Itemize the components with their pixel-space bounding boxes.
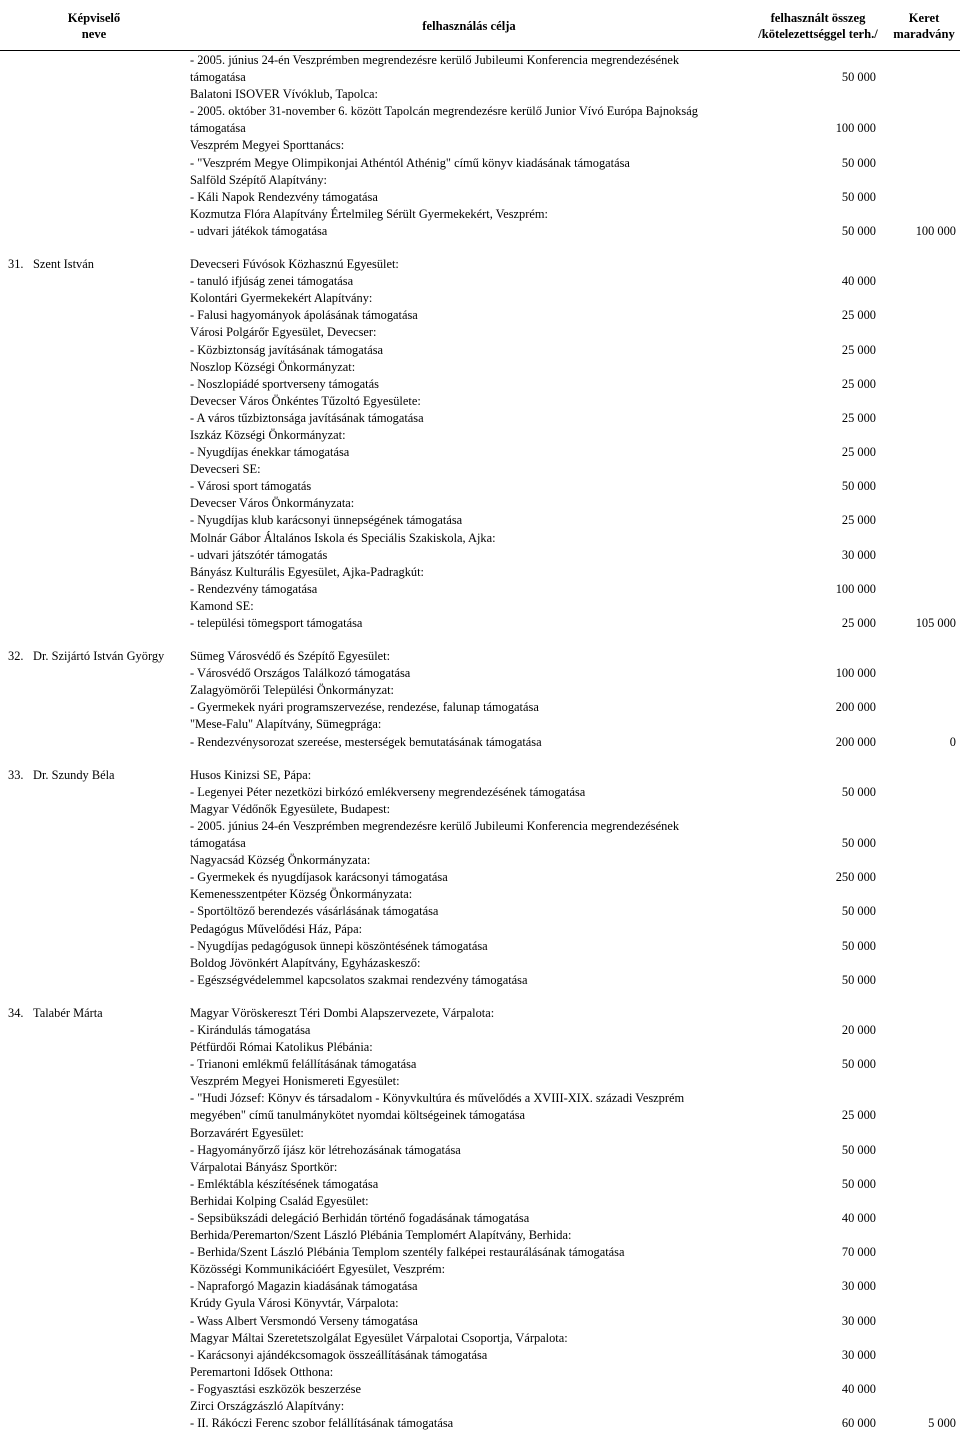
table-row (0, 273, 960, 290)
used-amount: 30 000 (841, 1347, 876, 1362)
usage-purpose: Sümeg Városvédő és Szépítő Egyesület: (190, 649, 391, 664)
used-amount: 50 000 (841, 1057, 876, 1072)
usage-purpose: - Legenyei Péter nezetközi birkózó emlékverseny megrendezésének támogatása (190, 784, 586, 799)
table-row (0, 1278, 960, 1295)
usage-purpose: Pétfürdői Római Katolikus Plébánia: (190, 1040, 373, 1055)
usage-purpose: - udvari játékok támogatása (190, 223, 328, 238)
usage-purpose: Veszprém Megyei Honismereti Egyesület: (190, 1074, 400, 1089)
table-row (0, 547, 960, 564)
usage-purpose: - Gyermekek nyári programszervezése, rendezése, falunap támogatása (190, 700, 539, 715)
header-keret-line2: maradvány (893, 27, 955, 41)
table-row (0, 530, 960, 547)
usage-purpose: Közösségi Kommunikációért Egyesület, Veszprém: (190, 1262, 446, 1277)
table-row (0, 564, 960, 581)
table-row (0, 886, 960, 903)
table-row (0, 69, 960, 86)
usage-purpose: - A város tűzbiztonsága javításának támogatása (190, 410, 424, 425)
table-row (0, 1073, 960, 1090)
usage-purpose: Molnár Gábor Általános Iskola és Speciális Szakiskola, Ajka: (190, 530, 496, 545)
representative-number: 33. (8, 767, 24, 782)
usage-purpose: - Karácsonyi ajándékcsomagok összeállításának támogatása (190, 1347, 488, 1362)
used-amount: 50 000 (841, 155, 876, 170)
representative-name: Szent István (33, 257, 94, 272)
table-row (0, 427, 960, 444)
usage-purpose: Devecseri Fúvósok Közhasznú Egyesület: (190, 257, 399, 272)
table-row (0, 256, 960, 273)
usage-purpose: megyében" című tanulmánykötet nyomdai költségeinek támogatása (190, 1108, 526, 1123)
usage-purpose: Husos Kinizsi SE, Pápa: (190, 767, 312, 782)
usage-purpose: Iszkáz Községi Önkormányzat: (190, 427, 346, 442)
representative-number: 32. (8, 649, 24, 664)
representative-name: Dr. Szundy Béla (33, 767, 115, 782)
used-amount: 30 000 (841, 1313, 876, 1328)
table-row (0, 1415, 960, 1432)
header-keret-line1: Keret (908, 11, 940, 25)
usage-purpose: Bányász Kulturális Egyesület, Ajka-Padragkút: (190, 564, 424, 579)
table-row (0, 818, 960, 835)
used-amount: 30 000 (841, 1279, 876, 1294)
table-row (0, 1330, 960, 1347)
section-spacer (0, 989, 960, 1005)
table-row (0, 1142, 960, 1159)
usage-purpose: Devecser Város Önkéntes Tűzoltó Egyesülete: (190, 393, 421, 408)
used-amount: 50 000 (841, 479, 876, 494)
table-row (0, 767, 960, 784)
table-row (0, 1381, 960, 1398)
table-row (0, 1364, 960, 1381)
table-row (0, 1125, 960, 1142)
used-amount: 25 000 (841, 513, 876, 528)
usage-purpose: Nagyacsád Község Önkormányzata: (190, 853, 371, 868)
table-row (0, 393, 960, 410)
table-row (0, 1193, 960, 1210)
table-row (0, 223, 960, 240)
header-keret (888, 10, 960, 42)
usage-purpose: Berhidai Kolping Család Egyesület: (190, 1193, 369, 1208)
usage-purpose: - Trianoni emlékmű felállításának támogatása (190, 1057, 417, 1072)
used-amount: 70 000 (841, 1245, 876, 1260)
usage-purpose: Kemenesszentpéter Község Önkormányzata: (190, 887, 413, 902)
usage-purpose: - Gyermekek és nyugdíjasok karácsonyi támogatása (190, 870, 448, 885)
table-row (0, 938, 960, 955)
used-amount: 25 000 (841, 1108, 876, 1123)
used-amount: 25 000 (841, 342, 876, 357)
used-amount: 50 000 (841, 904, 876, 919)
table-row (0, 1295, 960, 1312)
table-row (0, 1347, 960, 1364)
remaining-budget: 105 000 (915, 616, 956, 630)
table-row (0, 1398, 960, 1415)
table-row (0, 1159, 960, 1176)
usage-purpose: - települési tömegsport támogatása (190, 616, 363, 630)
header-felhasznalas: felhasználás célja (422, 19, 516, 33)
table-row (0, 1090, 960, 1107)
used-amount: 60 000 (841, 1416, 876, 1431)
usage-purpose: Krúdy Gyula Városi Könyvtár, Várpalota: (190, 1296, 399, 1311)
table-row (0, 1176, 960, 1193)
used-amount: 50 000 (841, 223, 876, 238)
usage-purpose: támogatása (190, 70, 246, 85)
usage-purpose: Noszlop Községi Önkormányzat: (190, 359, 356, 374)
table-row (0, 699, 960, 716)
used-amount: 25 000 (841, 308, 876, 323)
used-amount: 50 000 (841, 972, 876, 987)
header-osszeg (752, 10, 884, 42)
used-amount: 200 000 (835, 700, 876, 715)
usage-purpose: Kolontári Gyermekekért Alapítvány: (190, 291, 373, 306)
table-row (0, 444, 960, 461)
header-osszeg-line2: /kötelezettséggel terh./ (758, 27, 878, 41)
usage-purpose: - Káli Napok Rendezvény támogatása (190, 189, 378, 204)
usage-purpose: Salföld Szépítő Alapítvány: (190, 172, 327, 187)
used-amount: 100 000 (835, 121, 876, 136)
usage-purpose: - Emléktábla készítésének támogatása (190, 1176, 379, 1191)
table-row (0, 581, 960, 598)
used-amount: 25 000 (841, 376, 876, 391)
used-amount: 25 000 (841, 445, 876, 460)
table-row (0, 716, 960, 733)
table-row (0, 852, 960, 869)
usage-purpose: - Noszlopiádé sportverseny támogatás (190, 376, 379, 391)
usage-purpose: - Nyugdíjas pedagógusok ünnepi köszöntésének támogatása (190, 938, 488, 953)
table-row (0, 1244, 960, 1261)
used-amount: 25 000 (841, 410, 876, 425)
usage-purpose: - Falusi hagyományok ápolásának támogatása (190, 308, 418, 323)
usage-purpose: - Napraforgó Magazin kiadásának támogatása (190, 1279, 418, 1294)
table-row (0, 359, 960, 376)
usage-purpose: - 2005. június 24-én Veszprémben megrendezésre kerülő Jubileumi Konferencia megrendezésének (190, 818, 680, 833)
used-amount: 50 000 (841, 784, 876, 799)
header-kepviselo (44, 10, 144, 42)
usage-purpose: "Mese-Falu" Alapítvány, Sümegprága: (190, 717, 382, 732)
table-row (0, 1210, 960, 1227)
used-amount: 50 000 (841, 1176, 876, 1191)
table-row (0, 478, 960, 495)
table-row (0, 903, 960, 920)
header-divider (0, 50, 960, 51)
usage-purpose: - Nyugdíjas klub karácsonyi ünnepségének támogatása (190, 513, 463, 528)
table-row (0, 137, 960, 154)
table-row (0, 290, 960, 307)
table-row (0, 784, 960, 801)
usage-purpose: Berhida/Peremarton/Szent László Plébánia Templomért Alapítvány, Berhida: (190, 1228, 572, 1243)
usage-purpose: - Rendezvény támogatása (190, 581, 318, 596)
table-row (0, 955, 960, 972)
table-row (0, 1056, 960, 1073)
table-row (0, 512, 960, 529)
used-amount: 25 000 (841, 616, 876, 630)
usage-purpose: Zalagyömörői Települési Önkormányzat: (190, 683, 394, 698)
remaining-budget: 5 000 (928, 1416, 956, 1431)
table-row (0, 734, 960, 751)
usage-purpose: - Közbiztonság javításának támogatása (190, 342, 384, 357)
table-row (0, 1227, 960, 1244)
table-header (0, 0, 960, 52)
usage-purpose: - Egészségvédelemmel kapcsolatos szakmai rendezvény támogatása (190, 972, 528, 987)
used-amount: 100 000 (835, 666, 876, 681)
usage-purpose: Boldog Jövönkért Alapítvány, Egyházaskesző: (190, 955, 421, 970)
used-amount: 50 000 (841, 836, 876, 851)
usage-purpose: - Kirándulás támogatása (190, 1022, 311, 1037)
used-amount: 50 000 (841, 70, 876, 85)
usage-purpose: Zirci Országzászló Alapítvány: (190, 1399, 345, 1414)
usage-purpose: - Berhida/Szent László Plébánia Templom szentély falképei restaurálásának támogatása (190, 1245, 625, 1260)
usage-purpose: Veszprém Megyei Sporttanács: (190, 138, 345, 153)
table-row (0, 307, 960, 324)
usage-purpose: - Sportöltöző berendezés vásárlásának támogatása (190, 904, 439, 919)
used-amount: 100 000 (835, 581, 876, 596)
table-row (0, 1107, 960, 1124)
table-row (0, 1039, 960, 1056)
usage-purpose: - Városvédő Országos Találkozó támogatása (190, 666, 411, 681)
usage-purpose: Városi Polgárőr Egyesület, Devecser: (190, 325, 377, 340)
remaining-budget: 100 000 (915, 223, 956, 238)
section-spacer (0, 751, 960, 767)
usage-purpose: - 2005. június 24-én Veszprémben megrendezésre kerülő Jubileumi Konferencia megrendezésének (190, 53, 680, 67)
header-kepviselo-line1: Képviselő (67, 11, 121, 25)
section-spacer (0, 632, 960, 648)
usage-purpose: támogatása (190, 836, 246, 851)
representative-number: 34. (8, 1005, 24, 1020)
usage-purpose: Peremartoni Idősek Otthona: (190, 1364, 334, 1379)
usage-purpose: - udvari játszótér támogatás (190, 547, 328, 562)
table-row (0, 1313, 960, 1330)
table-row (0, 172, 960, 189)
usage-purpose: Kamond SE: (190, 598, 254, 613)
usage-purpose: támogatása (190, 121, 246, 136)
used-amount: 40 000 (841, 1211, 876, 1225)
usage-purpose: - Nyugdíjas énekkar támogatása (190, 445, 350, 460)
usage-purpose: Magyar Védőnők Egyesülete, Budapest: (190, 801, 391, 816)
used-amount: 200 000 (835, 734, 876, 749)
usage-purpose: - 2005. október 31-november 6. között Tapolcán megrendezésre kerülő Junior Vívó Európa Bajnokság (190, 104, 698, 119)
table-row (0, 495, 960, 512)
table-row (0, 801, 960, 818)
table-row (0, 342, 960, 359)
table-row (0, 1261, 960, 1278)
used-amount: 50 000 (841, 938, 876, 953)
used-amount: 50 000 (841, 1142, 876, 1157)
usage-purpose: - Fogyasztási eszközök beszerzése (190, 1381, 361, 1396)
usage-purpose: - Rendezvénysorozat szereése, mesterségek bemutatásának támogatása (190, 734, 542, 749)
header-kepviselo-line2: neve (81, 27, 107, 41)
usage-purpose: Magyar Máltai Szeretetszolgálat Egyesület Várpalotai Csoportja, Várpalota: (190, 1330, 568, 1345)
table-row (0, 324, 960, 341)
table-row (0, 1005, 960, 1022)
usage-purpose: Magyar Vöröskereszt Téri Dombi Alapszervezete, Várpalota: (190, 1005, 495, 1020)
table-row (0, 461, 960, 478)
usage-purpose: - "Veszprém Megye Olimpikonjai Athéntól Athénig" című könyv kiadásának támogatása (190, 155, 630, 170)
table-row (0, 206, 960, 223)
table-row (0, 86, 960, 103)
table-row (0, 189, 960, 206)
used-amount: 40 000 (841, 1381, 876, 1396)
used-amount: 20 000 (841, 1022, 876, 1037)
table-row (0, 410, 960, 427)
table-row (0, 155, 960, 172)
table-row (0, 615, 960, 632)
representative-name: Dr. Szijártó István György (33, 649, 165, 664)
table-row (0, 921, 960, 938)
usage-purpose: Borzavárért Egyesület: (190, 1125, 304, 1140)
representative-name: Talabér Márta (33, 1005, 103, 1020)
section-spacer (0, 240, 960, 256)
remaining-budget: 0 (949, 734, 956, 749)
usage-purpose: - "Hudi József: Könyv és társadalom - Könyvkultúra és művelődés a XVIII-XIX. századi Veszprém (190, 1091, 685, 1106)
usage-purpose: - Városi sport támogatás (190, 479, 312, 494)
table-body (0, 52, 960, 1432)
usage-purpose: - Sepsibükszádi delegáció Berhidán történő fogadásának támogatása (190, 1211, 530, 1225)
usage-purpose: Pedagógus Művelődési Ház, Pápa: (190, 921, 363, 936)
table-row (0, 648, 960, 665)
usage-purpose: - Hagyományőrző íjász kör létrehozásának támogatása (190, 1142, 461, 1157)
table-row (0, 869, 960, 886)
table-row (0, 120, 960, 137)
table-row (0, 682, 960, 699)
usage-purpose: Várpalotai Bányász Sportkör: (190, 1159, 338, 1174)
used-amount: 250 000 (835, 870, 876, 885)
usage-purpose: Devecser Város Önkormányzata: (190, 496, 355, 511)
table-row (0, 1022, 960, 1039)
table-row (0, 598, 960, 615)
usage-purpose: - tanuló ifjúság zenei támogatása (190, 274, 354, 289)
usage-purpose: - II. Rákóczi Ferenc szobor felállításának támogatása (190, 1416, 454, 1431)
table-row (0, 665, 960, 682)
usage-purpose: - Wass Albert Versmondó Verseny támogatása (190, 1313, 418, 1328)
table-row (0, 376, 960, 393)
header-osszeg-line1: felhasznált összeg (770, 11, 866, 25)
used-amount: 30 000 (841, 547, 876, 562)
used-amount: 50 000 (841, 189, 876, 204)
table-row (0, 835, 960, 852)
usage-purpose: Devecseri SE: (190, 462, 261, 477)
usage-purpose: Balatoni ISOVER Vívóklub, Tapolca: (190, 87, 378, 102)
table-row (0, 972, 960, 989)
representative-number: 31. (8, 257, 24, 272)
table-row (0, 52, 960, 69)
used-amount: 40 000 (841, 274, 876, 289)
usage-purpose: Kozmutza Flóra Alapítvány Értelmileg Sérült Gyermekekért, Veszprém: (190, 206, 548, 221)
table-row (0, 103, 960, 120)
